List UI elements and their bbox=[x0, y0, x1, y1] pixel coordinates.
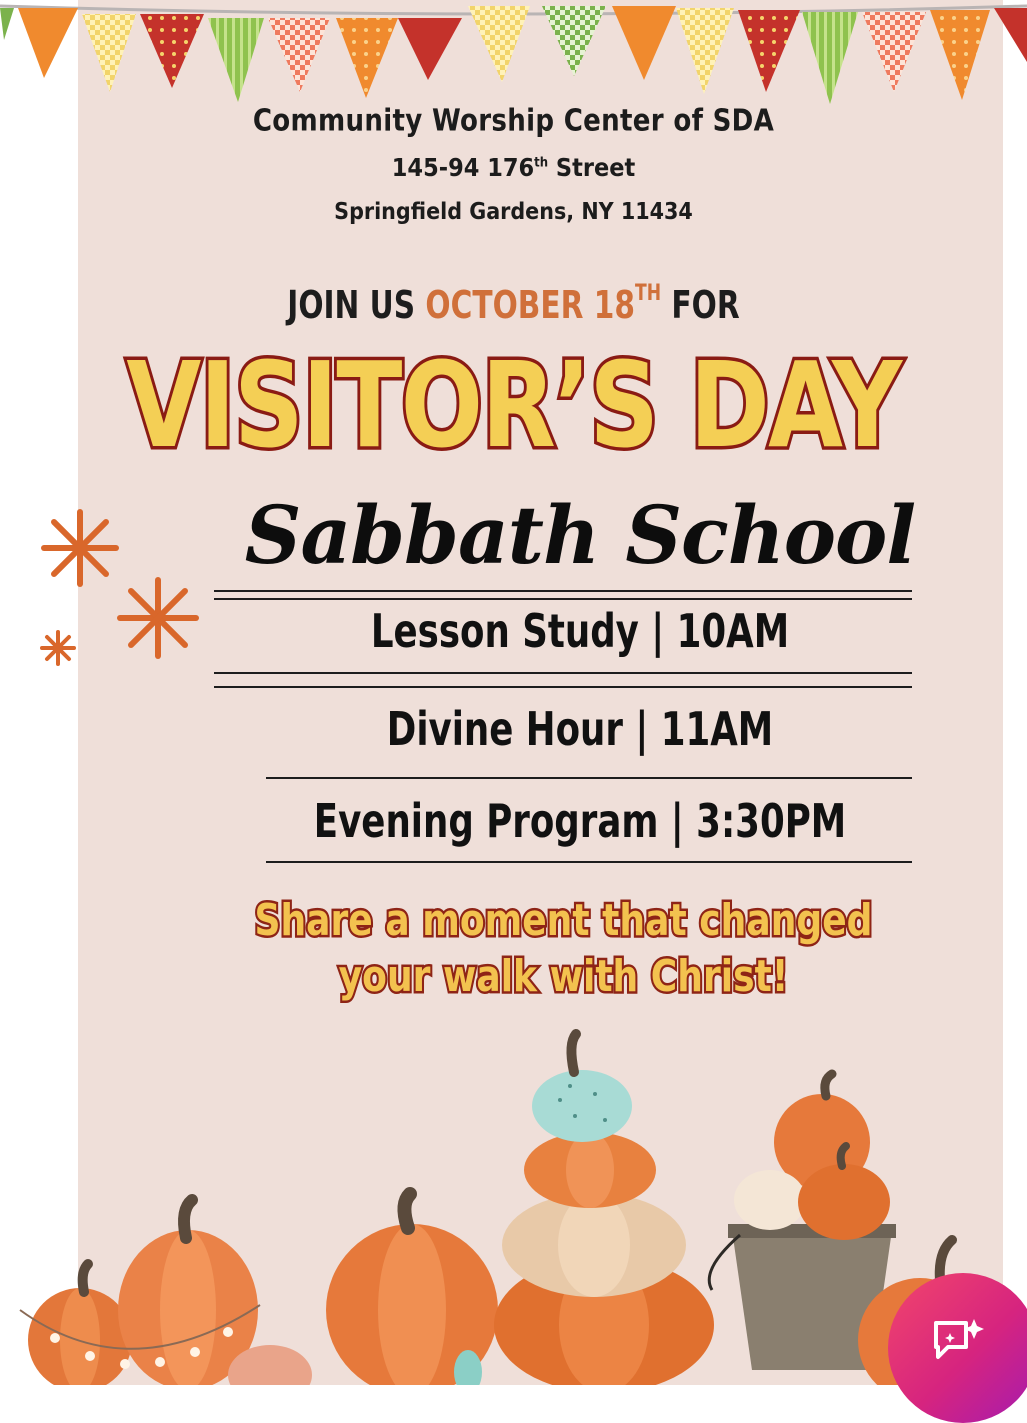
event-title: VISITOR’S DAY bbox=[126, 336, 901, 474]
divider bbox=[266, 777, 912, 779]
schedule-row-evening-program: Evening Program | 3:30PM bbox=[313, 794, 847, 848]
divider bbox=[214, 686, 912, 688]
divider bbox=[214, 672, 912, 674]
street-address: 145-94 176th Street bbox=[391, 153, 636, 182]
event-subtitle: Sabbath School bbox=[244, 488, 916, 582]
organization-name: Community Worship Center of SDA bbox=[252, 102, 775, 138]
ai-chat-icon bbox=[930, 1313, 986, 1369]
pumpkin-icon bbox=[0, 1020, 1027, 1385]
city-line: Springfield Gardens, NY 11434 bbox=[334, 199, 693, 225]
invite-line: JOIN US OCTOBER 18TH FOR bbox=[287, 281, 740, 327]
schedule-row-lesson-study: Lesson Study | 10AM bbox=[370, 604, 790, 658]
event-date: OCTOBER 18TH bbox=[425, 281, 662, 327]
schedule-row-divine-hour: Divine Hour | 11AM bbox=[386, 702, 774, 756]
callout-line-1: Share a moment that changed bbox=[254, 895, 873, 946]
ai-chat-button[interactable] bbox=[888, 1273, 1027, 1423]
bunting-flags-icon bbox=[0, 0, 1027, 110]
flower-icon bbox=[30, 500, 210, 680]
callout-line-2: your walk with Christ! bbox=[338, 951, 789, 1002]
divider bbox=[266, 861, 912, 863]
divider bbox=[214, 598, 912, 600]
divider bbox=[214, 590, 912, 592]
